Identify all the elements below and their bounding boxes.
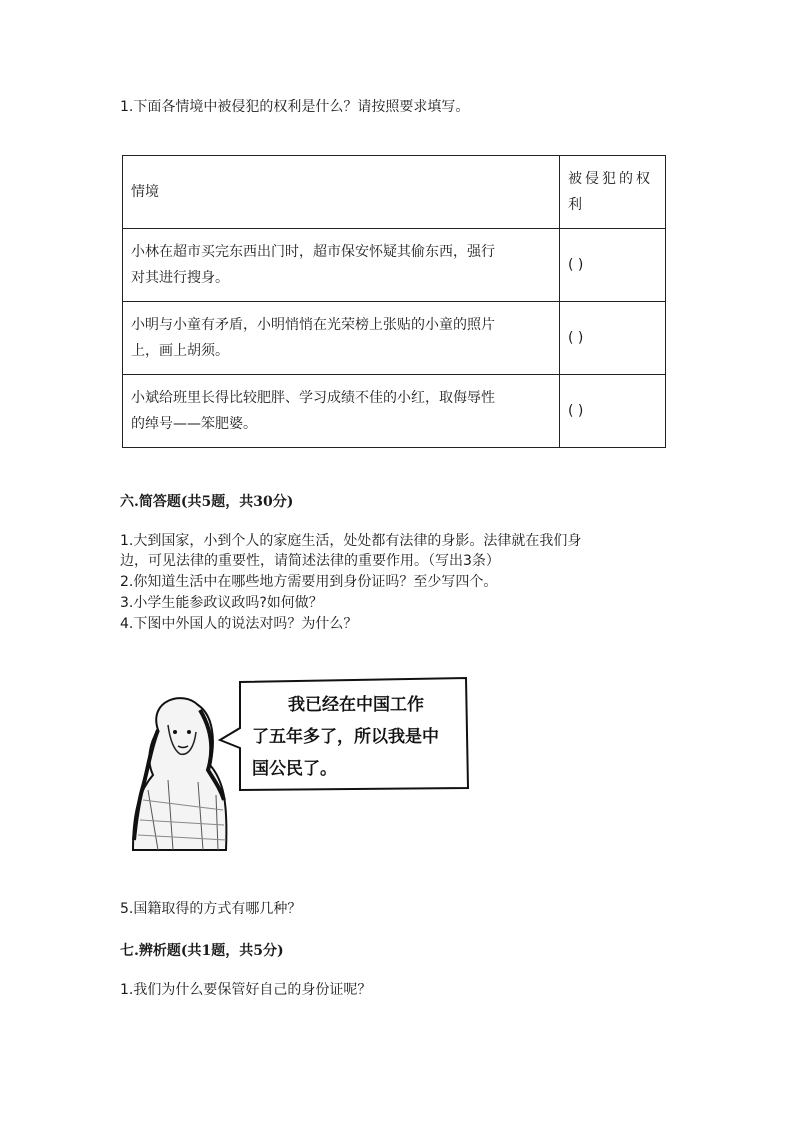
question-6-1-line1: 1.大到国家，小到个人的家庭生活，处处都有法律的身影。法律就在我们身 [120,533,582,549]
section-7-heading: 七.辨析题(共1题，共5分) [120,943,284,959]
table-row [123,375,666,448]
question-6-1-line2: 边，可见法律的重要性，请简述法律的重要作用。（写出3条） [120,553,500,569]
question-6-3: 3.小学生能参政议政吗?如何做？ [120,595,323,611]
bubble-line3: 国公民了。 [252,759,337,779]
bubble-line1: 我已经在中国工作 [288,695,424,715]
header-right [560,156,666,229]
table-header-row [123,156,666,229]
row-scene [123,302,560,375]
answer-blank[interactable]: ( ) [560,375,666,448]
question-6-4: 4.下图中外国人的说法对吗？为什么？ [120,616,358,632]
question-6-2: 2.你知道生活中在哪些地方需要用到身份证吗？至少写四个。 [120,574,498,590]
question-5-1-title: 1.下面各情境中被侵犯的权利是什么？请按照要求填写。 [120,99,470,115]
row-scene [123,375,560,448]
row-scene-line1: 小斌给班里长得比较肥胖、学习成绩不佳的小红，取侮辱性 [131,390,495,406]
row-scene [123,229,560,302]
answer-blank[interactable]: ( ) [560,229,666,302]
woman-figure-icon [133,698,226,850]
answer-blank[interactable]: ( ) [560,302,666,375]
row-scene-line2: 上，画上胡须。 [131,343,229,359]
header-scene: 情境 [123,156,560,229]
foreigner-cartoon [128,670,478,860]
speech-bubble [220,678,468,790]
row-scene-line1: 小明与小童有矛盾，小明悄悄在光荣榜上张贴的小童的照片 [131,317,495,333]
table-row [123,302,666,375]
header-right-line2: 利 [568,197,582,213]
row-scene-line2: 对其进行搜身。 [131,270,229,286]
row-scene-line2: 的绰号——笨肥婆。 [131,416,257,432]
row-scene-line1: 小林在超市买完东西出门时，超市保安怀疑其偷东西，强行 [131,244,495,260]
table-row [123,229,666,302]
rights-table [122,155,666,448]
question-6-5: 5.国籍取得的方式有哪几种？ [120,901,302,917]
question-7-1: 1.我们为什么要保管好自己的身份证呢？ [120,982,372,998]
section-6-heading: 六.简答题(共5题，共30分) [120,494,294,510]
header-right-line1: 被侵犯的权 [568,171,653,187]
bubble-line2: 了五年多了，所以我是中 [252,727,439,747]
